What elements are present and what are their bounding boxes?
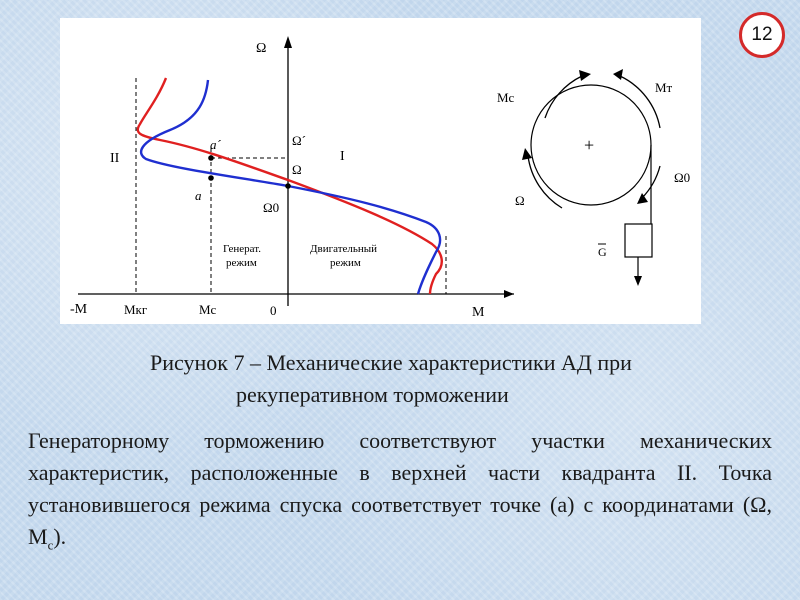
motor-mode-label-line1: Двигательный	[310, 243, 378, 255]
a-prime-label: a´	[210, 137, 221, 152]
point-omega0	[285, 183, 291, 189]
pulley-omega-label: Ω	[515, 193, 525, 208]
generator-mode-label-line1: Генерат.	[223, 243, 262, 255]
mt-arc-arrow	[620, 76, 660, 128]
omega-prime-label: Ω´	[292, 133, 306, 148]
mechanical-characteristics-diagram	[60, 18, 701, 324]
body-paragraph	[28, 425, 772, 561]
quadrant-1-label: I	[340, 149, 345, 164]
weight-arrow-head	[634, 276, 642, 286]
generator-mode-label-line2: режим	[226, 257, 257, 269]
omega-arrow-head	[522, 148, 532, 160]
quadrant-2-label: II	[110, 151, 120, 166]
figure-caption-line-1: Рисунок 7 – Механические характеристики АД при	[150, 350, 632, 375]
figure-panel	[60, 18, 701, 324]
m-axis-label: M	[472, 305, 485, 320]
mc-arrow-head	[579, 70, 591, 81]
pulley-center-mark: +	[584, 135, 595, 155]
m-kg-label: Mкг	[124, 302, 148, 317]
omega-arc-arrow	[528, 156, 562, 208]
mc-arc-arrow	[545, 76, 582, 118]
weight-label: G	[598, 245, 607, 259]
paragraph-coords-suffix: ).	[53, 524, 67, 549]
omega-axis-label: Ω	[256, 41, 267, 56]
point-a-prime	[208, 155, 214, 161]
slide-number: 12	[751, 24, 773, 45]
pulley-mc-label: Mс	[497, 90, 515, 105]
omega0-arrow-head	[637, 193, 648, 204]
pulley-omega0-label: Ω0	[674, 170, 691, 185]
paragraph-coords-sub: с	[47, 537, 54, 553]
paragraph-text: Генераторному торможению соответствуют участки механических характеристик, расположенные в верхней части квадранта II. Точка установившегося режима спуска соответствует точке	[28, 428, 772, 517]
point-a	[208, 175, 214, 181]
mt-arrow-head	[613, 69, 623, 80]
paragraph-point-a: (а)	[550, 492, 575, 517]
weight-box	[625, 224, 652, 257]
slide-number-badge	[739, 12, 785, 58]
paragraph-coords-prefix: с координатами (Ω, М	[28, 492, 773, 549]
m-axis-arrow	[504, 290, 514, 298]
omega-axis-arrow	[284, 36, 292, 48]
figure-caption-line-2: рекуперативном торможении	[236, 382, 509, 407]
neg-m-axis-label: -M	[70, 302, 88, 317]
motor-mode-label-line2: режим	[330, 257, 361, 269]
pulley-mt-label: Mт	[655, 80, 673, 95]
omega0-label: Ω0	[263, 200, 280, 215]
omega-mid-label: Ω	[292, 162, 302, 177]
zero-label: 0	[270, 303, 277, 318]
m-c-label: Mс	[199, 302, 217, 317]
a-label: a	[195, 188, 202, 203]
